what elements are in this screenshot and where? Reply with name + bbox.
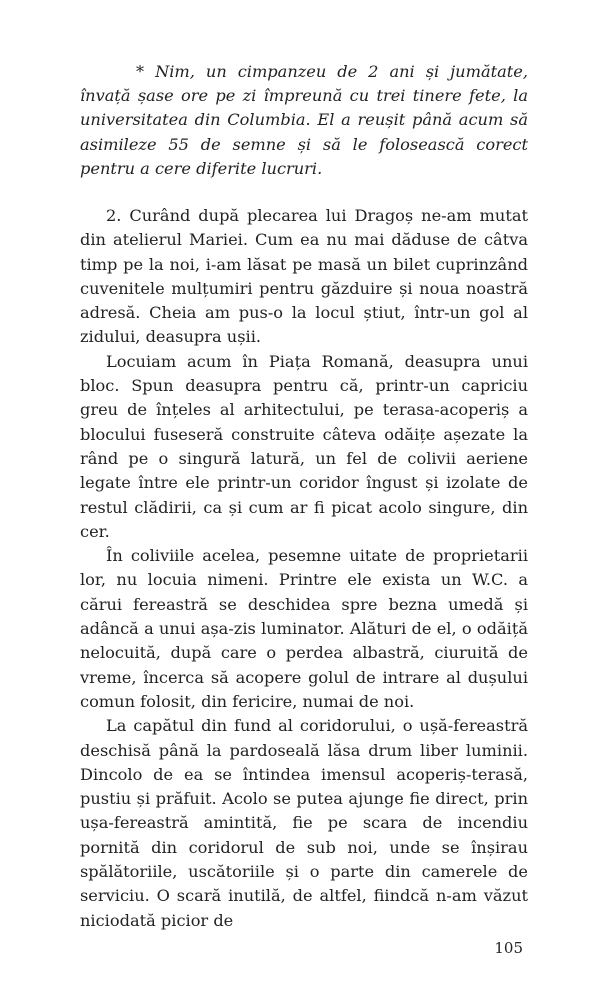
paragraph-4: La capătul din fund al coridorului, o ușă-fereastră deschisă până la pardoseală lăsa drum liber luminii. Dincolo de ea se întindea imensul acoperiș-terasă, pustiu și prăfuit. Acolo se putea ajunge fie direct, prin ușa-fereastră amintită, fie pe scara de incendiu pornită din coridorul de sub noi, unde se înșirau spălătoriile, uscătoriile și o parte din camerele de serviciu. O scară inutilă, de altfel, fiindcă n-am văzut niciodată picior de xyxy=(80,716,528,930)
footnote xyxy=(80,60,528,181)
paragraph-3: În coliviile acelea, pesemne uitate de proprietarii lor, nu locuia nimeni. Printre ele exista un W.C. a cărui fereastră se deschidea spre bezna umedă și adâncă a unui așa-zis luminator. Alături de el, o odăiță nelocuită, după care o perdea albastră, ciuruită de vreme, încerca să acopere golul de intrare al dușului comun folosit, din fericire, numai de noi. xyxy=(80,546,528,711)
paragraph-2: Locuiam acum în Piața Romană, deasupra unui bloc. Spun deasupra pentru că, printr-un capriciu greu de înțeles al arhitectului, pe terasa-acoperiș a blocului fuseseră construite câteva odăițe așezate la rând pe o singură latură, un fel de colivii aeriene legate între ele printr-un coridor îngust și izolate de restul clădirii, ca și cum ar fi picat acolo singure, din cer. xyxy=(80,351,528,541)
main-text xyxy=(80,204,528,933)
page-number: 105 xyxy=(494,939,523,957)
paragraph-1: 2. Curând după plecarea lui Dragoș ne-am mutat din atelierul Mariei. Cum ea nu mai dăduse de câtva timp pe la noi, i-am lăsat pe masă un bilet cuprinzând cuvenitele mulțumiri pentru găzduire și noua noastră adresă. Cheia am pus-o la locul știut, într-un gol al zidului, deasupra ușii. xyxy=(80,206,528,347)
footnote-text: * Nim, un cimpanzeu de 2 ani și jumătate, învață șase ore pe zi împreună cu trei tinere fete, la universitatea din Columbia. El a reușit până acum să asimileze 55 de semne și să le folosească corect pentru a cere diferite lucruri. xyxy=(80,62,528,178)
